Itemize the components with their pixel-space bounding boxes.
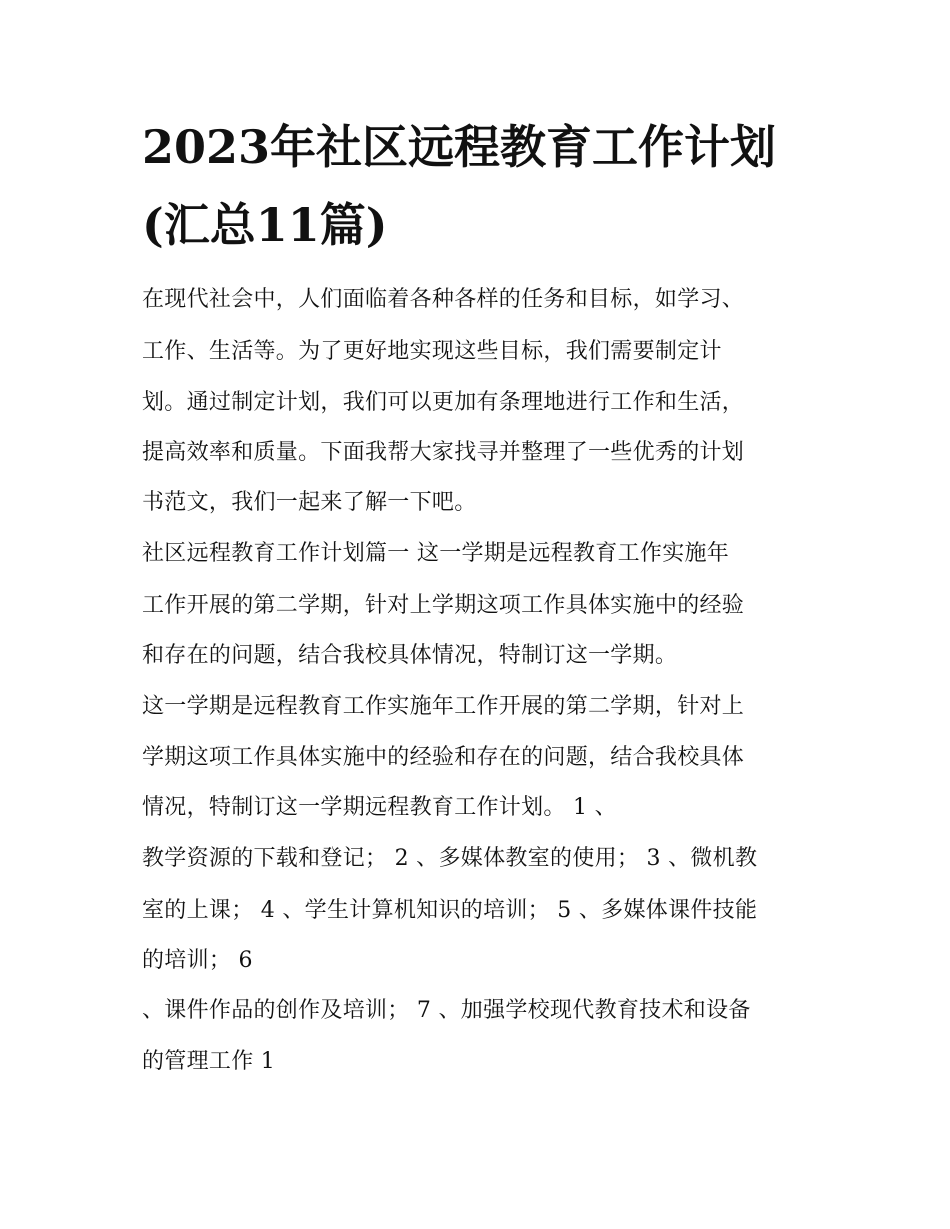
body-line: 这一学期是远程教育工作实施年工作开展的第二学期，针对上 [142,694,745,719]
body-line: 社区远程教育工作计划篇一 这一学期是远程教育工作实施年 [142,541,730,566]
body-line: 的培训； 6 [142,948,253,973]
document-title-line-1: 2023年社区远程教育工作计划 [142,120,777,174]
body-line: 划。通过制定计划，我们可以更加有条理地进行工作和生活， [142,390,745,415]
body-line: 室的上课； 4 、学生计算机知识的培训； 5 、多媒体课件技能 [142,898,758,923]
body-line: 在现代社会中，人们面临着各种各样的任务和目标，如学习、 [142,287,745,312]
body-line: 工作开展的第二学期，针对上学期这项工作具体实施中的经验 [142,593,745,618]
body-line: 提高效率和质量。下面我帮大家找寻并整理了一些优秀的计划 [142,440,745,465]
body-line: 教学资源的下载和登记； 2 、多媒体教室的使用； 3 、微机教 [142,846,758,871]
body-line: 工作、生活等。为了更好地实现这些目标，我们需要制定计 [142,339,722,364]
body-line: 的管理工作 1 [142,1049,276,1074]
body-line: 、课件作品的创作及培训； 7 、加强学校现代教育技术和设备 [142,998,751,1023]
body-line: 和存在的问题，结合我校具体情况，特制订这一学期。 [142,643,678,668]
body-line: 学期这项工作具体实施中的经验和存在的问题，结合我校具体 [142,745,745,770]
body-line: 书范文，我们一起来了解一下吧。 [142,490,477,515]
document-title-line-2: (汇总11篇) [142,198,388,252]
body-line: 情况，特制订这一学期远程教育工作计划。 1 、 [142,795,617,820]
